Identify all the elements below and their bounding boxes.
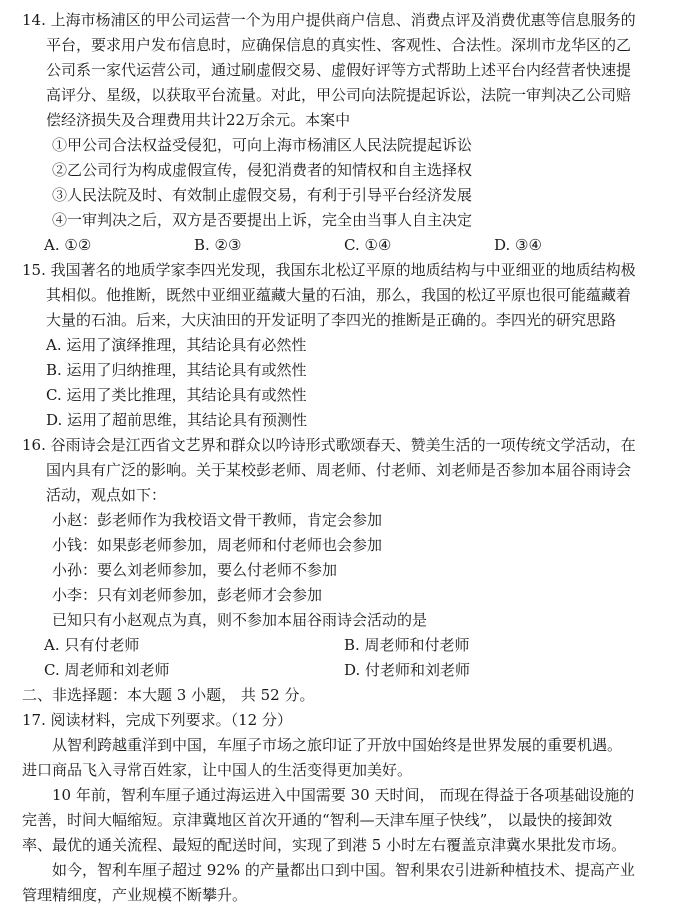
q15-option-b: B. 运用了归纳推理，其结论具有或然性 xyxy=(46,361,307,379)
q14-options xyxy=(22,233,678,258)
q17-title: 17. 阅读材料，完成下列要求。（12 分） xyxy=(22,711,292,729)
q17-para-line: 进口商品飞入寻常百姓家，让中国人的生活变得更加美好。 xyxy=(22,761,413,779)
q16-options-row-2 xyxy=(22,658,678,683)
question-16 xyxy=(22,433,678,683)
q14-option-d: D. ③④ xyxy=(494,236,542,254)
question-17 xyxy=(22,708,678,908)
q16-stem-line: 活动，观点如下： xyxy=(46,486,167,504)
q16-option-d: D. 付老师和刘老师 xyxy=(344,661,471,679)
q14-stem-line: 平台，要求用户发布信息时，应确保信息的真实性、客观性、合法性。深圳市龙华区的乙 xyxy=(46,36,632,54)
q16-option-a: A. 只有付老师 xyxy=(44,636,140,654)
q16-view: 小孙：要么刘老师参加，要么付老师不参加 xyxy=(52,561,338,579)
section-heading-text: 二、非选择题：本大题 3 小题， 共 52 分。 xyxy=(22,686,315,704)
q14-option-b: B. ②③ xyxy=(194,236,242,254)
q16-view: 小李：只有刘老师参加，彭老师才会参加 xyxy=(52,586,323,604)
q14-stem-line: 高评分、星级，以获取平台流量。对此，甲公司向法院提起诉讼，法院一审判决乙公司赔 xyxy=(46,86,632,104)
q15-option-c: C. 运用了类比推理，其结论具有或然性 xyxy=(46,386,307,404)
q17-para-line: 如今，智利车厘子超过 92% 的产量都出口到中国。智利果农引进新种植技术、提高产业 xyxy=(52,861,635,879)
q17-para-line: 率、最优的通关流程、最短的配送时间，实现了到港 5 小时左右覆盖京津冀水果批发市场。 xyxy=(22,836,627,854)
q14-option-a: A. ①② xyxy=(44,236,92,254)
question-14 xyxy=(22,8,678,258)
q15-stem-line: 大量的石油。后来，大庆油田的开发证明了李四光的推断是正确的。李四光的研究思路 xyxy=(46,311,617,329)
q14-stem-line: 14. 上海市杨浦区的甲公司运营一个为用户提供商户信息、消费点评及消费优惠等信息服务的 xyxy=(22,11,636,29)
q15-stem-line: 其相似。他推断，既然中亚细亚蕴藏大量的石油，那么，我国的松辽平原也很可能蕴藏着 xyxy=(46,286,632,304)
q15-option-d: D. 运用了超前思维，其结论具有预测性 xyxy=(46,411,308,429)
q16-premise: 已知只有小赵观点为真，则不参加本届谷雨诗会活动的是 xyxy=(52,611,428,629)
q14-statement: ①甲公司合法权益受侵犯，可向上海市杨浦区人民法院提起诉讼 xyxy=(52,136,473,154)
q17-para-line: 完善，时间大幅缩短。京津冀地区首次开通的“智利—天津车厘子快线”， 以最快的接卸效 xyxy=(22,811,613,829)
q17-para-line: 从智利跨越重洋到中国，车厘子市场之旅印证了开放中国始终是世界发展的重要机遇。 xyxy=(52,736,623,754)
q14-option-c: C. ①④ xyxy=(344,236,392,254)
q14-statement: ③人民法院及时、有效制止虚假交易，有利于引导平台经济发展 xyxy=(52,186,473,204)
q16-stem-line: 16. 谷雨诗会是江西省文艺界和群众以吟诗形式歌颂春天、赞美生活的一项传统文学活动，在 xyxy=(22,436,636,454)
q16-option-c: C. 周老师和刘老师 xyxy=(44,661,170,679)
q16-view: 小钱：如果彭老师参加，周老师和付老师也会参加 xyxy=(52,536,383,554)
q16-option-b: B. 周老师和付老师 xyxy=(344,636,470,654)
q15-option-a: A. 运用了演绎推理，其结论具有必然性 xyxy=(46,336,307,354)
section-2-heading xyxy=(22,683,678,708)
q15-stem-line: 15. 我国著名的地质学家李四光发现，我国东北松辽平原的地质结构与中亚细亚的地质结构极 xyxy=(22,261,636,279)
q16-stem-line: 国内具有广泛的影响。关于某校彭老师、周老师、付老师、刘老师是否参加本届谷雨诗会 xyxy=(46,461,632,479)
q17-para-line: 10 年前，智利车厘子通过海运进入中国需要 30 天时间， 而现在得益于各项基础设施的 xyxy=(52,786,635,804)
question-15 xyxy=(22,258,678,433)
q14-stem-line: 偿经济损失及合理费用共计22万余元。本案中 xyxy=(46,111,351,129)
q14-stem-line: 公司系一家代运营公司，通过刷虚假交易、虚假好评等方式帮助上述平台内经营者快速提 xyxy=(46,61,632,79)
q16-options-row-1 xyxy=(22,633,678,658)
q16-view: 小赵：彭老师作为我校语文骨干教师，肯定会参加 xyxy=(52,511,383,529)
q17-para-line: 管理精细度，产业规模不断攀升。 xyxy=(22,886,248,904)
q14-statement: ④一审判决之后，双方是否要提出上诉，完全由当事人自主决定 xyxy=(52,211,473,229)
q14-statement: ②乙公司行为构成虚假宣传，侵犯消费者的知情权和自主选择权 xyxy=(52,161,473,179)
